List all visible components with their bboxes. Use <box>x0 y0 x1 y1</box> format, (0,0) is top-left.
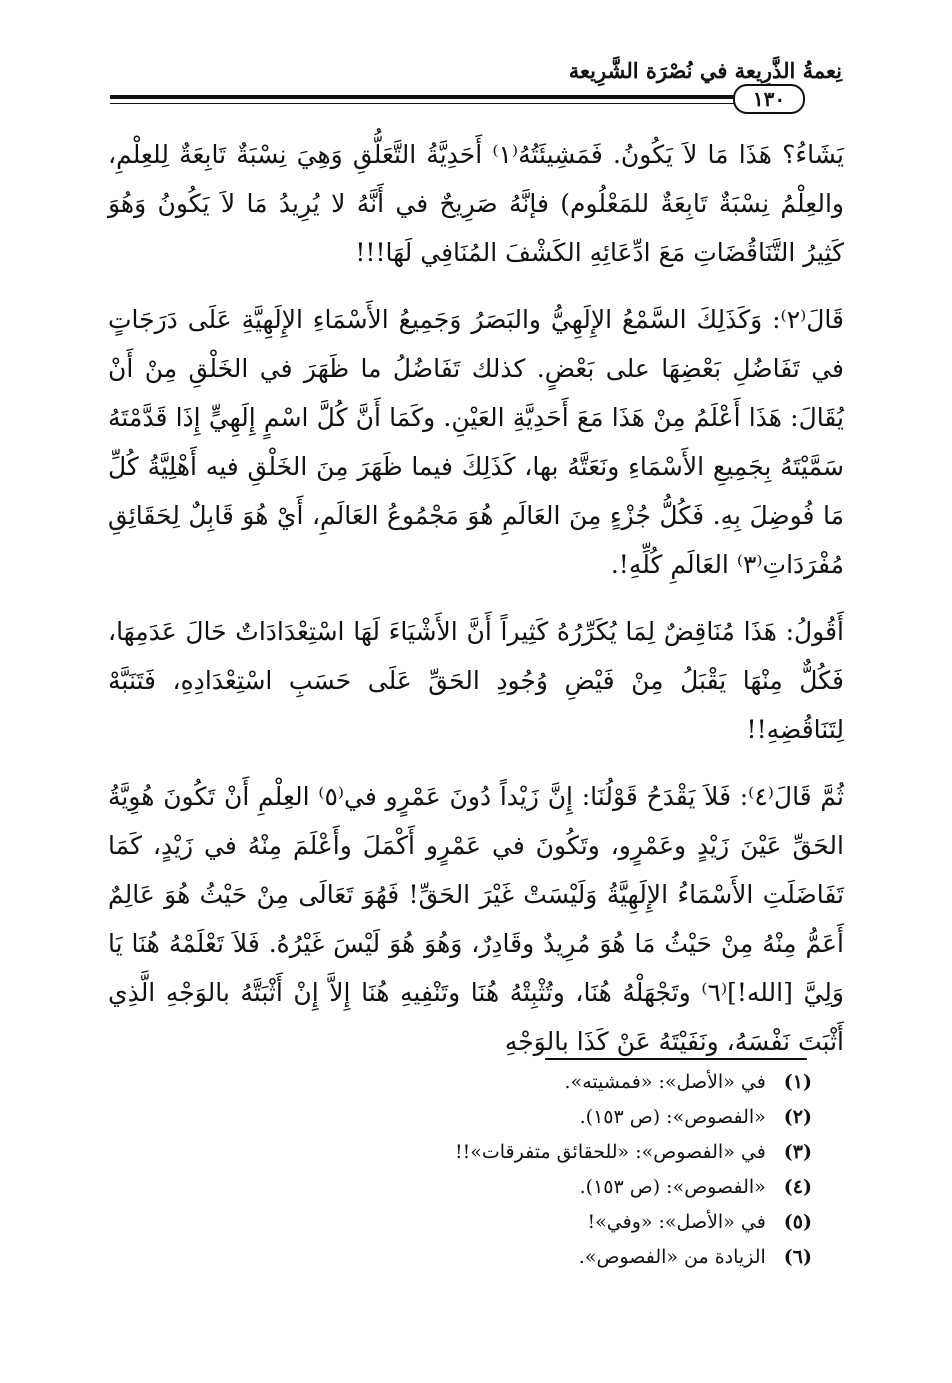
footnotes <box>108 1065 812 1275</box>
footnote-number: (٢) <box>783 1106 812 1128</box>
footnote-text: في «الأصل»: «فمشيته». <box>564 1071 766 1093</box>
footnote-number: (٣) <box>783 1141 812 1163</box>
footnote-item <box>108 1240 812 1275</box>
paragraph: يَشَاءُ؟ هَذَا مَا لاَ يَكُونُ. فَمَشِيئَتُهُ⁽١⁾ أَحَدِيَّةُ التَّعَلُّقِ وَهِيَ نِسْبَةٌ تَابِعَةٌ لِلعِلْمِ، والعِلْمُ نِسْبَةٌ تَابِعَةٌ للمَعْلُوم) فإنَّهُ صَرِيحٌ في أَنَّهُ لا يُرِيدُ مَا لاَ يَكُونُ وَهُوَ كَثِيرُ التَّنَاقُضَاتِ مَعَ ادِّعَائِهِ الكَشْفَ المُنَافِي لَهَا!!! <box>108 140 845 267</box>
main-text <box>108 130 844 1066</box>
page-number-badge: ١٣٠ <box>733 84 805 114</box>
footnote-number: (٤) <box>783 1176 812 1198</box>
running-header-title: نِعمةُ الذَّرِيعة في نُصْرَة الشَّرِيعة <box>568 58 842 83</box>
paragraph: ثُمَّ قَالَ⁽٤⁾: فَلاَ يَقْدَحُ قَوْلُنَا: إِنَّ زَيْداً دُونَ عَمْرٍو في⁽٥⁾ العِلْمِ أَنْ تَكُونَ هُوِيَّةُ الحَقِّ عَيْنَ زَيْدٍ وعَمْرٍو، وتَكُونَ في عَمْرٍو أَكْمَلَ وأَعْلَمَ مِنْهُ في زَيْدٍ، كَمَا تَفَاضَلَتِ الأَسْمَاءُ الإِلَهِيَّةُ وَلَيْسَتْ غَيْرَ الحَقِّ! فَهُوَ تَعَالَى مِنْ حَيْثُ هُوَ عَالِمٌ أَعَمُّ مِنْهُ مِنْ حَيْثُ مَا هُوَ مُرِيدٌ وقَادِرٌ، وَهُوَ هُوَ لَيْسَ غَيْرُهُ. فَلاَ تَعْلَمْهُ هُنَا يَا وَلِيَّ [الله!]⁽٦⁾ وتَجْهَلْهُ هُنَا، وتُثْبِتْهُ هُنَا وتَنْفِيهِ هُنَا إِلاَّ إِنْ أَثْبَتَّهُ بالوَجْهِ الَّذِي أَثْبَتَ نَفْسَهُ، ونَفَيْتَهُ عَنْ كَذَا بالوَجْهِ <box>108 782 844 1056</box>
header-rule-thick <box>110 95 757 99</box>
paragraph: أَقُولُ: هَذَا مُنَاقِضٌ لِمَا يُكَرِّرُهُ كَثِيراً أَنَّ الأَشْيَاءَ لَهَا اسْتِعْدَادَاتٌ حَالَ عَدَمِهَا، فَكُلٌّ مِنْهَا يَقْبَلُ مِنْ فَيْضِ وُجُودِ الحَقِّ عَلَى حَسَبِ اسْتِعْدَادِهِ، فَتَنَبَّهْ لِتَنَاقُضِهِ!! <box>108 617 844 744</box>
footnote-number: (٦) <box>783 1246 812 1268</box>
header-rule-thin <box>110 103 757 104</box>
footnote-text: الزيادة من «الفصوص». <box>578 1246 766 1268</box>
footnote-item <box>108 1135 812 1170</box>
footnote-item <box>108 1205 812 1240</box>
footnote-text: «الفصوص»: (ص ١٥٣). <box>579 1176 766 1198</box>
footnote-item <box>108 1065 812 1100</box>
footnote-number: (٥) <box>783 1211 812 1233</box>
footnote-text: في «الأصل»: «وفي»! <box>587 1211 766 1233</box>
footnote-text: في «الفصوص»: «للحقائق متفرقات»!! <box>454 1141 766 1163</box>
footnote-number: (١) <box>783 1071 812 1093</box>
footnote-separator <box>545 1058 807 1060</box>
footnote-item <box>108 1100 812 1135</box>
paragraph: قَالَ⁽٢⁾: وَكَذَلِكَ السَّمْعُ الإِلَهِيُّ والبَصَرُ وَجَمِيعُ الأَسْمَاءِ الإِلَهِيَّةِ عَلَى دَرَجَاتٍ في تَفَاضُلِ بَعْضِهَا على بَعْضٍ. كذلك تَفَاضُلُ ما ظَهَرَ في الخَلْقِ مِنْ أَنْ يُقَالَ: هَذَا أَعْلَمُ مِنْ هَذَا مَعَ أَحَدِيَّةِ العَيْنِ. وكَمَا أَنَّ كُلَّ اسْمٍ إِلَهِيٍّ إِذَا قَدَّمْتَهُ سَمَّيْتَهُ بِجَمِيعِ الأَسْمَاءِ ونَعَتَّهُ بها، كَذَلِكَ فيما ظَهَرَ مِنَ الخَلْقِ فيه أَهْلِيَّةُ كُلِّ مَا فُوضِلَ بِهِ. فَكُلُّ جُزْءٍ مِنَ العَالَمِ هُوَ مَجْمُوعُ العَالَمِ، أَيْ هُوَ قَابِلٌ لِحَقَائِقِ مُفْرَدَاتِ⁽٣⁾ العَالَمِ كُلِّهِ!. <box>108 305 844 579</box>
footnote-text: «الفصوص»: (ص ١٥٣). <box>579 1106 766 1128</box>
footnote-item <box>108 1170 812 1205</box>
